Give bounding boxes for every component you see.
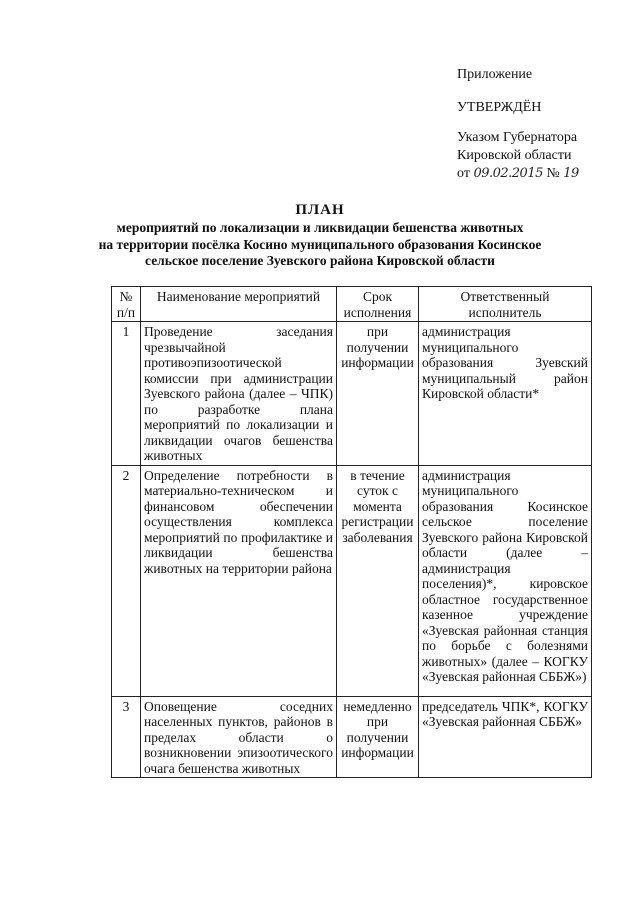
row-activity: Проведение заседания чрезвычайной противоэпизоотической комиссии при администрации Зуевского района (далее – ЧПК) по разработке плана мероприятий по локализации и ликвидации очагов бешенства животных [141, 322, 337, 466]
approval-block [457, 66, 632, 183]
row-number: 1 [112, 322, 141, 466]
number-sign: № [546, 166, 560, 181]
row-responsible: председатель ЧПК*, КОГКУ «Зуевская районная СББЖ» [419, 696, 592, 778]
handwritten-date: 09.02.2015 [473, 166, 543, 181]
header-name: Наименование мероприятий [141, 287, 337, 322]
row-term: в течение суток с момента регистрации заболевания [337, 465, 419, 696]
table-row [112, 465, 592, 696]
row-term: при получении информации [337, 322, 419, 466]
appendix-label: Приложение [457, 67, 533, 82]
date-prefix: от [457, 166, 470, 181]
row-activity: Определение потребности в материально-техническом и финансовом обеспечении осуществления комплекса мероприятий по профилактике и ликвидации бешенства животных на территории района [141, 465, 337, 696]
plan-table [111, 286, 592, 778]
row-number: 2 [112, 465, 141, 696]
table-row [112, 696, 592, 778]
decree-date-line [457, 165, 632, 183]
handwritten-number: 19 [563, 166, 579, 181]
decree-line-1: Указом Губернатора [457, 130, 578, 145]
row-responsible: администрация муниципального образования Зуевский муниципальный район Кировской области* [419, 322, 592, 466]
row-number: 3 [112, 696, 141, 778]
decree-line-2: Кировской области [457, 148, 572, 163]
title-line-3: сельское поселение Зуевского района Кировской области [145, 253, 495, 268]
title-line-2: на территории посёлка Косино муниципального образования Косинское [98, 236, 542, 252]
title-main: ПЛАН [295, 202, 345, 218]
row-responsible: администрация муниципального образования Косинское сельское поселение Зуевского района Кировской области (далее – администрация поселения)*, кировское областное государственное казенное учреждение «Зуевская районная станция по борьбе с болезнями животных» (далее – КОГКУ «Зуевская районная СББЖ») [419, 465, 592, 696]
title-line-1: мероприятий по локализации и ликвидации бешенства животных [116, 220, 524, 235]
header-responsible: Ответственный исполнитель [419, 287, 592, 322]
header-term: Срок исполнения [337, 287, 419, 322]
table-header-row [112, 287, 592, 322]
row-activity: Оповещение соседних населенных пунктов, районов в пределах области о возникновении эпизоотического очага бешенства животных [141, 696, 337, 778]
header-number: № п/п [112, 287, 141, 322]
document-title [96, 201, 544, 270]
table-row [112, 322, 592, 466]
row-term: немедленно при получении информации [337, 696, 419, 778]
approved-label: УТВЕРЖДЁН [457, 100, 542, 115]
